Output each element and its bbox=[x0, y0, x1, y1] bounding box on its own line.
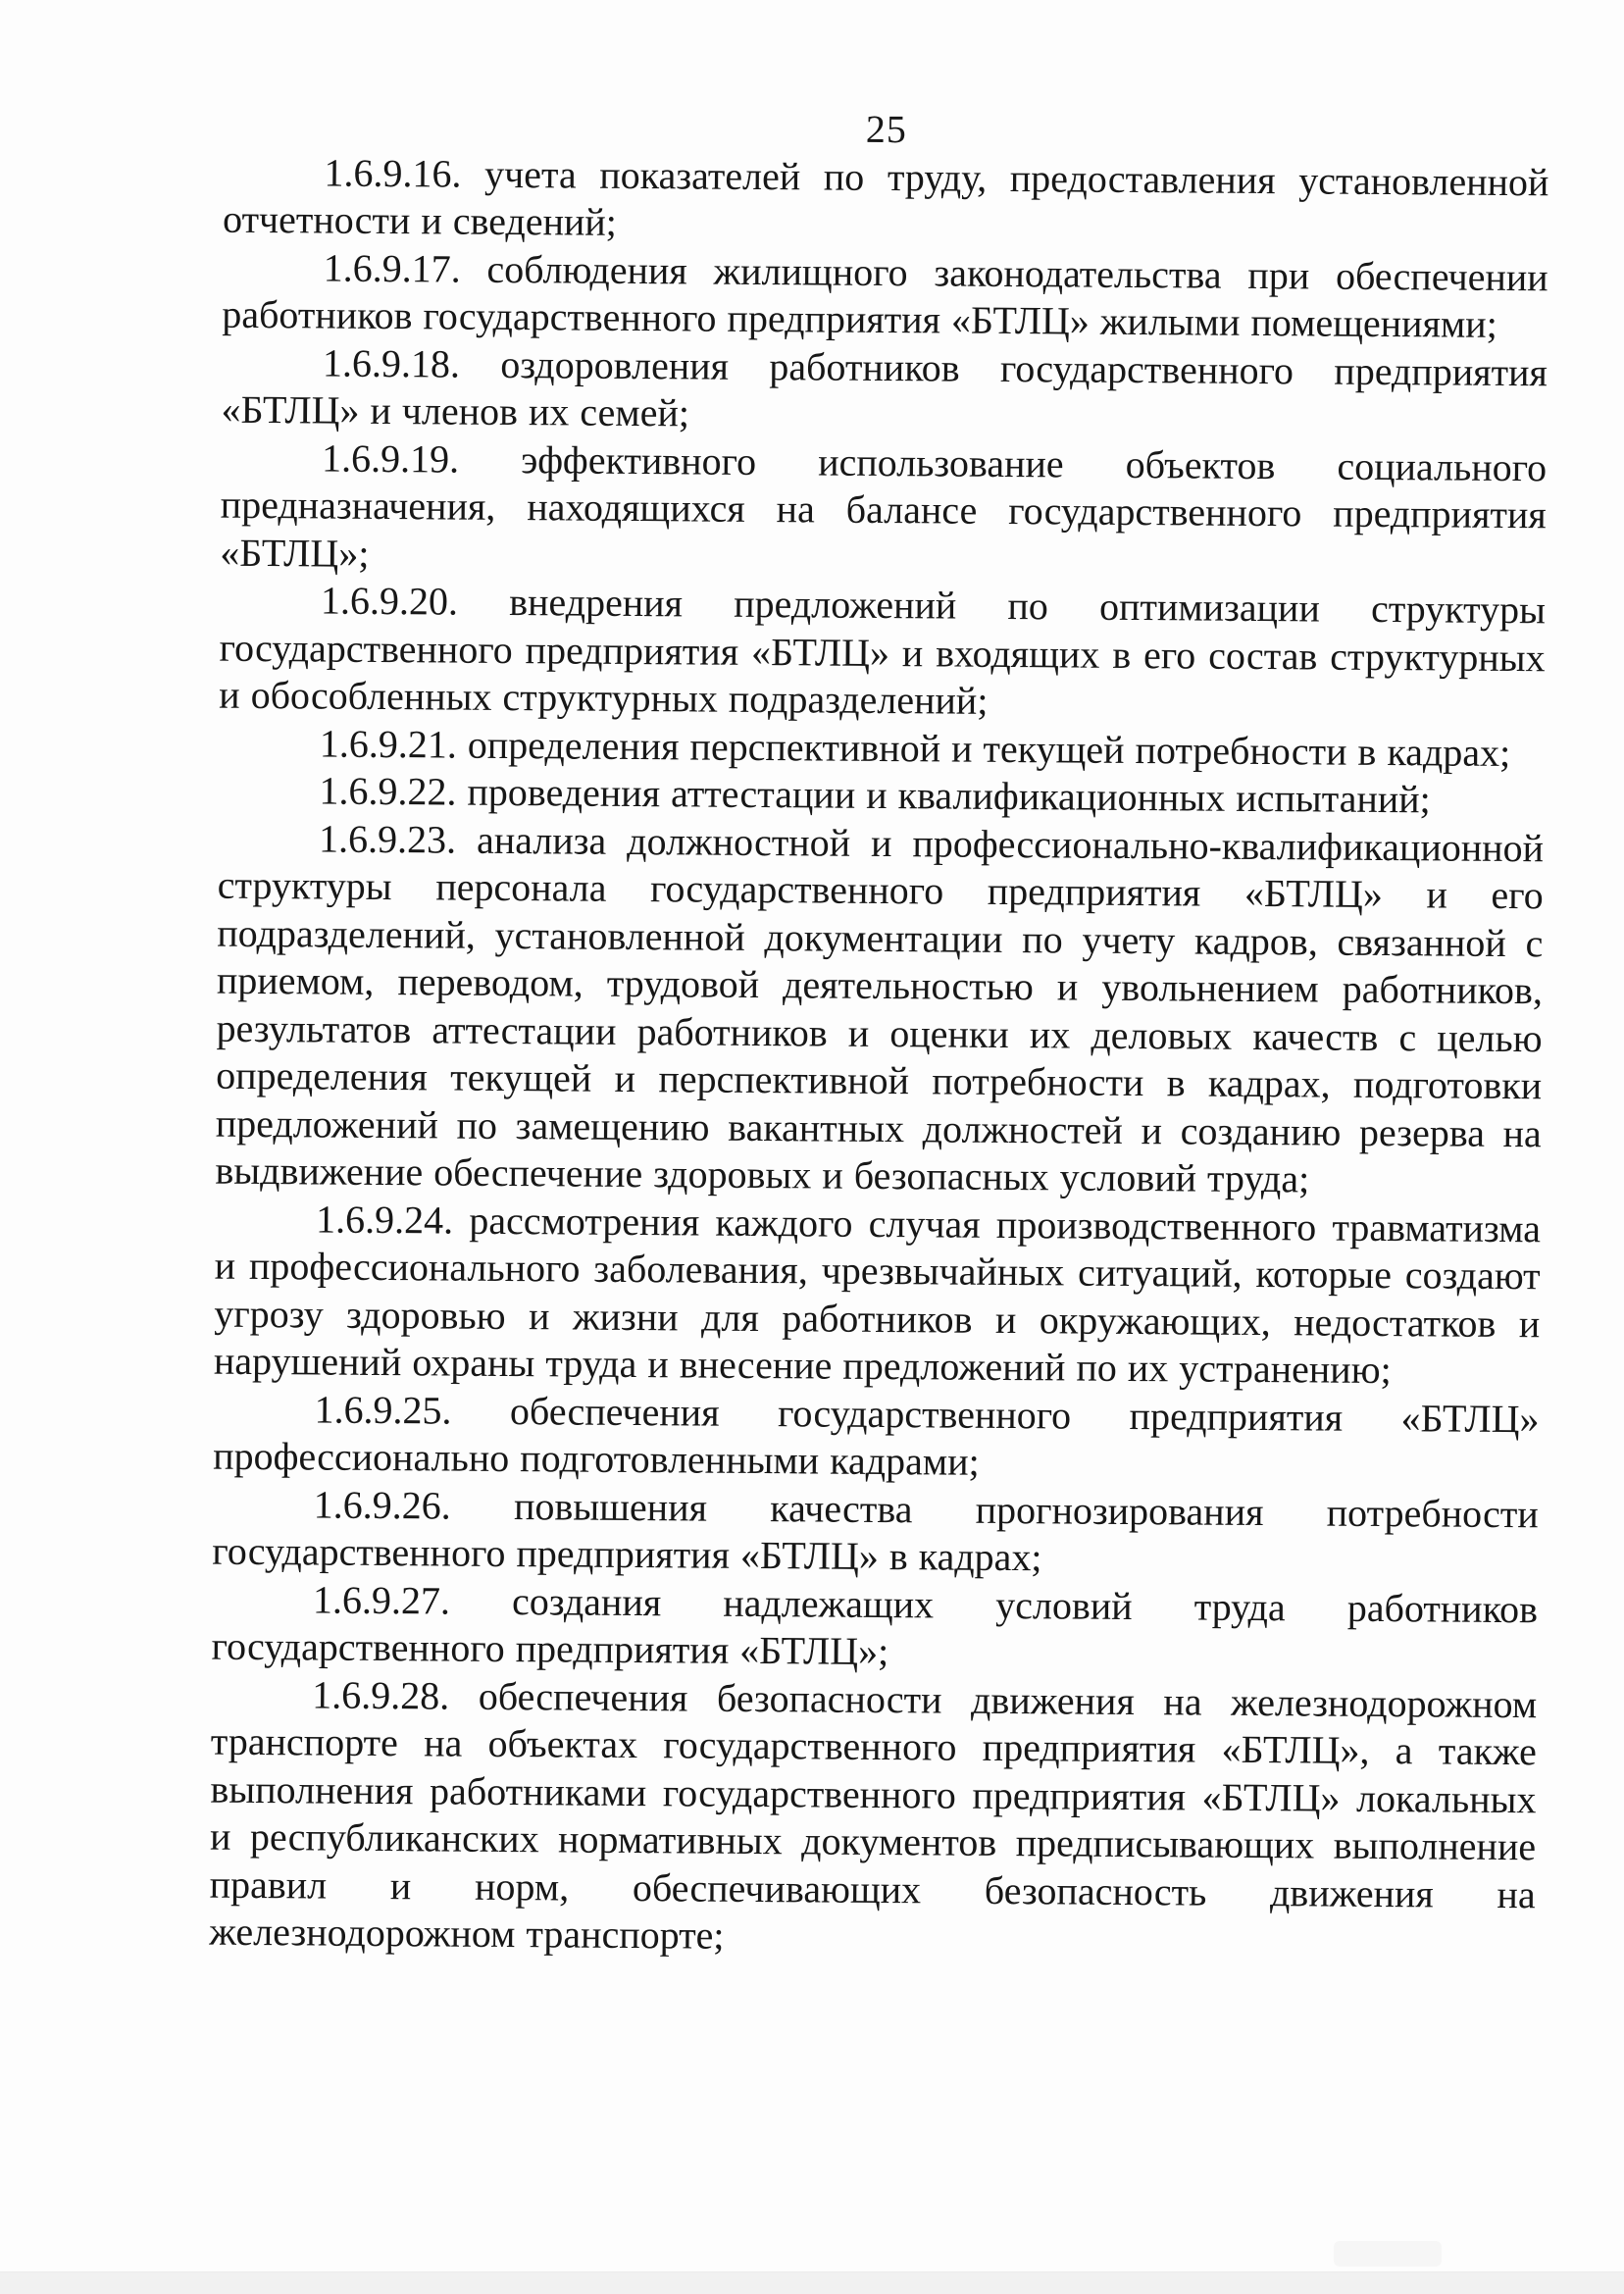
paragraph: 1.6.9.27. создания надлежащих условий труда работников государственного предприятия «БТЛЦ»; bbox=[211, 1576, 1539, 1674]
paragraph: 1.6.9.16. учета показателей по труду, предоставления установленной отчетности и сведений; bbox=[222, 149, 1549, 244]
paragraph: 1.6.9.17. соблюдения жилищного законодательства при обеспечении работников государственного предприятия «БТЛЦ» жилыми помещениями; bbox=[222, 244, 1548, 346]
paragraph: 1.6.9.22. проведения аттестации и квалификационных испытаний; bbox=[319, 768, 1431, 822]
scan-edge-artifact bbox=[0, 2271, 1624, 2294]
paragraph: 1.6.9.23. анализа должностной и профессионально-квалификационной структуры персонала государственного предприятия «БТЛЦ» и его подразделений, установленной документации по учету кадров, связанной с приемом, переводом, трудовой деятельностью и увольнением работников, результатов аттестации работников и оценки их деловых качеств с целью определения текущей и перспективной потребности в кадрах, подготовки предложений по замещению вакантных должностей и созданию резерва на выдвижение обеспечение здоровых и безопасных условий труда; bbox=[215, 815, 1545, 1201]
paragraph: 1.6.9.18. оздоровления работников государственного предприятия «БТЛЦ» и членов их семей; bbox=[221, 339, 1548, 435]
paragraph: 1.6.9.25. обеспечения государственного предприятия «БТЛЦ» профессионально подготовленными кадрами; bbox=[212, 1386, 1540, 1484]
paragraph: 1.6.9.28. обеспечения безопасности движения на железнодорожном транспорте на объектах государственного предприятия «БТЛЦ», а также выполнения работниками государственного предприятия «БТЛЦ» локальных и республиканских нормативных документов предписывающих выполнение правил и норм, обеспечивающих безопасность движения на железнодорожном транспорте; bbox=[209, 1671, 1538, 1958]
paragraph: 1.6.9.19. эффективного использование объектов социального предназначения, находящихся на балансе государственного предприятия «БТЛЦ»; bbox=[220, 434, 1548, 576]
document-body bbox=[209, 148, 1548, 1966]
paragraph: 1.6.9.26. повышения качества прогнозирования потребности государственного предприятия «БТЛЦ» в кадрах; bbox=[212, 1481, 1539, 1580]
scanned-text-block bbox=[209, 101, 1549, 1966]
paragraph: 1.6.9.24. рассмотрения каждого случая производственного травматизма и профессионального заболевания, чрезвычайных ситуаций, которые создают угрозу здоровью и жизни для работников и окружающих, недостатков и нарушений охраны труда и внесение предложений по их устранению; bbox=[213, 1196, 1542, 1393]
page-number: 25 bbox=[865, 106, 907, 152]
paragraph: 1.6.9.20. внедрения предложений по оптимизации структуры государственного предприятия «БТЛЦ» и входящих в его состав структурных и обособленных структурных подразделений; bbox=[219, 578, 1547, 723]
paragraph: 1.6.9.21. определения перспективной и текущей потребности в кадрах; bbox=[319, 720, 1511, 775]
scan-smudge-artifact bbox=[1334, 2241, 1442, 2267]
